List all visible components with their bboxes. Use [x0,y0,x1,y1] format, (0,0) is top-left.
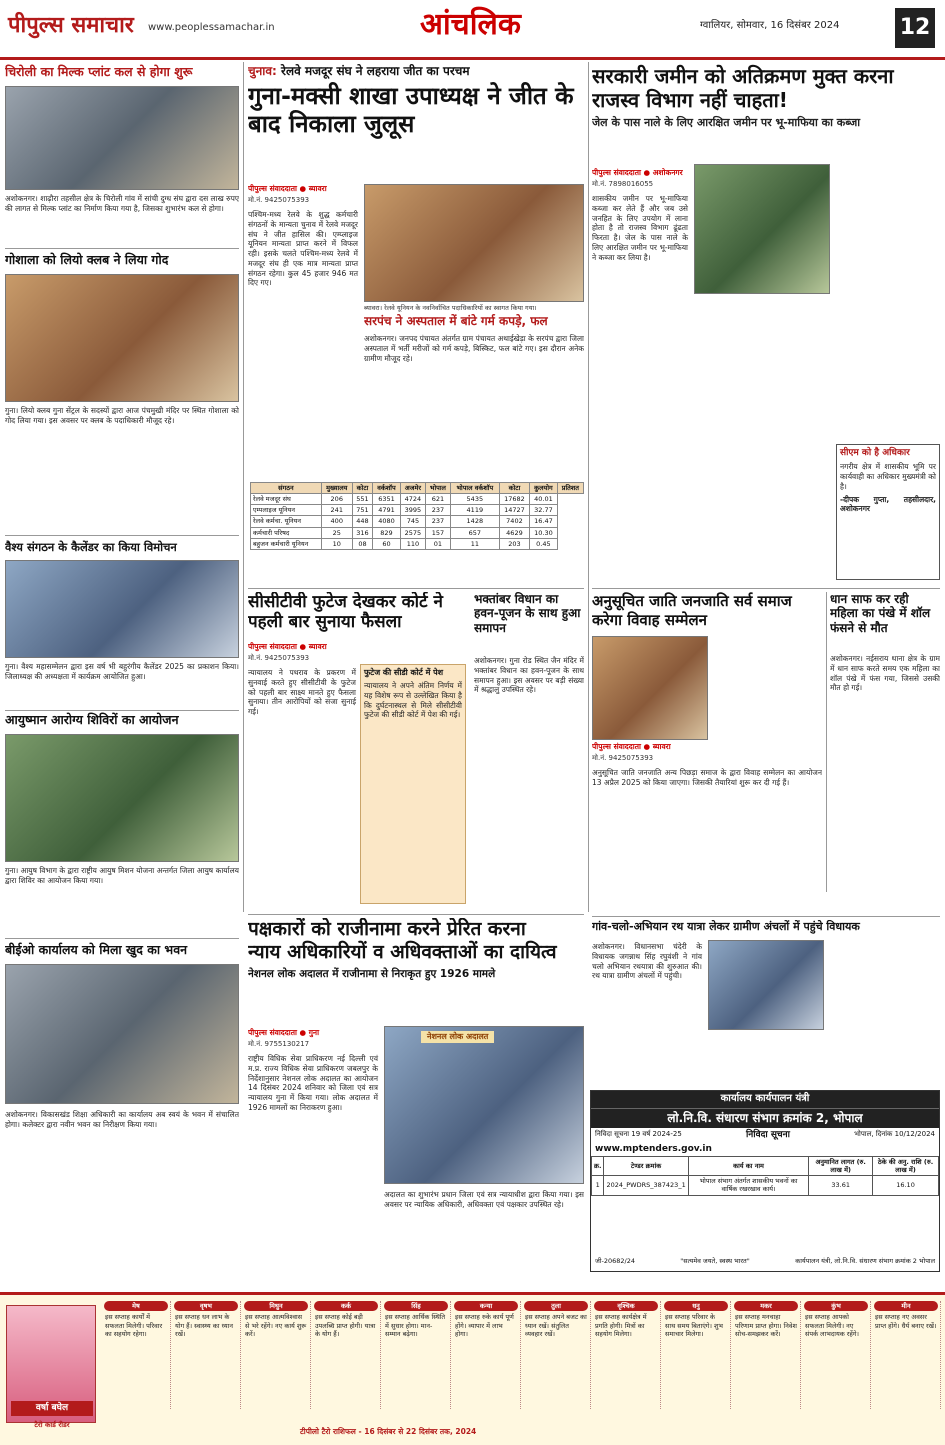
newspaper-logo: पीपुल्स समाचार [8,13,134,38]
table-row [251,516,584,527]
kicker-rest: रेलवे मजदूर संघ ने लहराया जीत का परचम [281,64,470,78]
vote-table [250,482,584,550]
divider [5,710,239,711]
horoscope-sign [102,1301,171,1409]
article-gaushala [5,252,239,520]
photo [592,636,708,740]
table-cell: 829 [373,527,401,538]
photo [384,1026,584,1184]
table-cell: 206 [321,494,352,505]
article-text: अनुसूचित जाति जनजाति अन्य पिछड़ा समाज के द्वारा विवाह सम्मेलन का आयोजन 13 अप्रैल 2025 को किया जाएगा। जिसकी तैयारियां शुरू कर दी गई हैं। [592,768,822,787]
table-cell: 16.10 [873,1176,939,1195]
horoscope-sign [382,1301,451,1409]
article-text: अशोकनगर। जनपद पंचायत अंतर्गत ग्राम पंचायत अथाईखेड़ा के सरपंच द्वारा जिला अस्पताल में भर्ती मरीजों को गर्म कपड़े, बिस्किट, फल बांटे गए। इस दौरान अनेक ग्रामीण मौजूद रहे। [364,334,584,363]
horoscope-sign [872,1301,941,1409]
article-lok-adalat [248,918,584,1288]
table-cell: रेलवे मजदूर संघ [251,494,322,505]
tender-site[interactable]: www.mptenders.gov.in [595,1143,712,1154]
note-title: सीएम को है अधिकार [840,448,910,458]
divider [5,938,239,939]
headline-line-2: न्याय अधिकारियों व अधिवक्ताओं का दायित्व [248,940,557,963]
tender-footer-left: जी-20682/24 [595,1256,635,1265]
sign-name: मेष [104,1301,168,1311]
sign-name: तुला [524,1301,588,1311]
kicker: चुनाव: [248,64,277,78]
headline: भक्तांबर विधान का हवन-पूजन के साथ हुआ समापन [474,592,581,635]
table-header: कोटा [499,483,529,494]
table-cell: रेलवे कर्मचा. यूनियन [251,516,322,527]
article-land-encroachment [592,64,940,584]
byline: पीपुल्स संवाददाता ● गुना [248,1028,320,1037]
table-row [251,494,584,505]
sign-name: धनु [664,1301,728,1311]
horoscope-sign [522,1301,591,1409]
table-header: अजमेर [400,483,425,494]
sign-name: वृषभ [174,1301,238,1311]
table-cell: भोपाल संभाग अंतर्गत शासकीय भवनों का वार्षिक रखरखाव कार्य। [688,1176,809,1195]
sign-text: इस सप्ताह कार्यक्षेत्र में प्रगति होगी। मित्रों का सहयोग मिलेगा। [595,1313,647,1338]
article-sarpanch [364,314,584,474]
table-row [251,527,584,538]
article-calendar [5,540,239,705]
headline: सीसीटीवी फुटेज देखकर कोर्ट ने पहली बार सुनाया फैसला [248,592,443,633]
table-cell: कर्मचारी परिषद [251,527,322,538]
photo [5,734,239,862]
headline: गोशाला को लियो क्लब ने लिया गोद [5,252,169,267]
divider [248,914,584,915]
table-cell: 1428 [450,516,499,527]
table-header: भोपाल वर्कशॉप [450,483,499,494]
headline: आयुष्मान आरोग्य शिविरों का आयोजन [5,712,179,727]
horoscope-strip [0,1292,945,1445]
tender-table [591,1156,939,1196]
table-cell: 448 [352,516,372,527]
table-cell: 751 [352,505,372,516]
divider [5,535,239,536]
mobile-number: मो.नं. 9425075393 [248,654,310,662]
article-text-2: अदालत का शुभारंभ प्रधान जिला एवं सत्र न्यायाधीश द्वारा किया गया। इस अवसर पर न्यायिक अधिकारी, अधिवक्ता एवं पक्षकार उपस्थित रहे। [384,1190,584,1209]
website-url[interactable]: www.peoplessamachar.in [148,22,275,33]
byline: पीपुल्स संवाददाता ● ब्यावरा [248,184,327,193]
divider [592,588,940,589]
article-text: न्यायालय ने पथराव के प्रकरण में सुनवाई करते हुए सीसीटीवी के फुटेज को पहली बार साक्ष्य मानते हुए फैसला सुनाया। तीन आरोपियों को सजा सुनाई गई। [248,668,356,716]
table-cell: 203 [499,538,529,549]
subheadline: जेल के पास नाले के लिए आरक्षित जमीन पर भू-माफिया का कब्जा [592,116,861,129]
tender-office: कार्यालय कार्यपालन यंत्री [591,1091,939,1108]
tender-ref: निविदा सूचना 19 वर्ष 2024-25 [595,1129,682,1138]
article-text: गुना। लियो क्लब गुना सेंट्रल के सदस्यों द्वारा आज पंचमुखी मंदिर पर स्थित गोशाला को गोद लिया गया। इस अवसर पर क्लब के पदाधिकारी मौजूद रहे। [5,406,239,425]
headline: अनुसूचित जाति जनजाति सर्व समाज करेगा विवाह सम्मेलन [592,592,792,629]
headline: चिरोली का मिल्क प्लांट कल से होगा शुरू [5,64,193,79]
tender-footer-right: कार्यपालन यंत्री, लो.नि.वि. संधारण संभाग क्रमांक 2 भोपाल [795,1256,935,1265]
astrologer-photo [6,1305,96,1430]
sign-text: इस सप्ताह आर्थिक स्थिति में सुधार होगा। मान-सम्मान बढ़ेगा। [385,1313,446,1338]
horoscope-sign [592,1301,661,1409]
table-header: वर्कशॉप [373,483,401,494]
mobile-number: मो.नं. 7898016055 [592,180,654,188]
sign-text: इस सप्ताह आत्मविश्वास से भरे रहेंगे। नए कार्य शुरू करें। [245,1313,307,1338]
table-row [251,538,584,549]
table-header: टेण्डर क्रमांक [604,1157,688,1176]
table-cell: 60 [373,538,401,549]
article-text: अशोकनगर। विकासखंड शिक्षा अधिकारी का कार्यालय अब स्वयं के भवन में संचालित होगा। कलेक्टर द्वारा नवीन भवन का निरीक्षण किया गया। [5,1110,239,1129]
divider [5,248,239,249]
article-text: गुना। आयुष विभाग के द्वारा राष्ट्रीय आयुष मिशन योजना अन्तर्गत जिला आयुष कार्यालय द्वारा शिविर का आयोजन किया गया। [5,866,239,885]
section-title: आंचलिक [420,7,521,42]
table-cell: 2575 [400,527,425,538]
note-text: नगरीय क्षेत्र में शासकीय भूमि पर कार्यवाही का अधिकार मुख्यमंत्री को है। [840,462,936,491]
cartoon-illustration [694,164,830,294]
article-text: अशोकनगर। विधानसभा चंदेरी के विधायक जगन्नाथ सिंह रघुवंशी ने गांव चलो अभियान रथयात्रा की शुरुआत की। रथ यात्रा ग्रामीण अंचलों में पहुंची। [592,942,702,981]
horoscope-sign [662,1301,731,1409]
table-cell: 400 [321,516,352,527]
table-header: कुलयोग [530,483,558,494]
table-cell: 25 [321,527,352,538]
note-author: -दीपक गुप्ता, तहसीलदार, अशोकनगर [840,494,936,514]
photo-banner: नेशनल लोक अदालत [421,1031,494,1043]
tender-label: निविदा सूचना [745,1129,790,1140]
mobile-number: मो.नं. 9425075393 [592,754,654,762]
article-bhaktambar [474,592,584,912]
sign-text: इस सप्ताह कार्यों में सफलता मिलेगी। परिवार का सहयोग रहेगा। [105,1313,163,1338]
table-cell: बहुजन कर्मचारी यूनियन [251,538,322,549]
table-cell: एम्पलाइज यूनियन [251,505,322,516]
sign-text: इस सप्ताह कोई बड़ी उपलब्धि प्राप्त होगी। यात्रा के योग हैं। [315,1313,376,1338]
table-cell: 3995 [400,505,425,516]
photo [5,560,239,658]
table-header: संगठन [251,483,322,494]
table-cell: 14727 [499,505,529,516]
horoscope-sign [172,1301,241,1409]
table-cell: 10 [321,538,352,549]
table-cell: 4119 [450,505,499,516]
mobile-number: मो.नं. 9755130217 [248,1040,310,1048]
table-cell: 6351 [373,494,401,505]
sidebar-box [360,664,466,904]
table-cell: 237 [426,516,451,527]
tender-footer-mid: "सत्यमेव जयते, स्वस्थ भारत" [680,1256,750,1265]
photo-caption: ब्यावरा। रेलवे यूनियन के नवनिर्वाचित पदाधिकारियों का स्वागत किया गया। [364,304,537,312]
table-header: भोपाल [426,483,451,494]
horoscope-sign [732,1301,801,1409]
headline: गुना-मक्सी शाखा उपाध्यक्ष ने जीत के बाद निकाला जुलूस [248,82,574,138]
photo [5,274,239,402]
byline: पीपुल्स संवाददाता ● अशोकनगर [592,168,683,177]
divider [592,916,940,917]
headline-line-1: पक्षकारों को राजीनामा करने प्रेरित करना [248,918,526,940]
table-cell: 657 [450,527,499,538]
article-cctv [248,592,468,912]
box-text: न्यायालय ने अपने अंतिम निर्णय में यह विशेष रूप से उल्लेखित किया है कि दुर्घटनास्थल से मिले सीसीटीवी फुटेज की सीडी कोर्ट में पेश की गई। [364,681,462,720]
sign-name: मिथुन [244,1301,308,1311]
page-number: 12 [895,8,935,48]
table-cell: 01 [426,538,451,549]
table-cell: 745 [400,516,425,527]
table-cell: 33.61 [809,1176,873,1195]
sign-name: कन्या [454,1301,518,1311]
note-box [836,444,940,580]
article-text: गुना। वैश्य महासम्मेलन द्वारा इस वर्ष भी बहुरंगीय कैलेंडर 2025 का प्रकाशन किया। जिलाध्यक्ष की अध्यक्षता में कार्यक्रम आयोजित हुआ। [5,662,239,681]
article-dhaan [830,592,940,892]
headline: बीईओ कार्यालय को मिला खुद का भवन [5,942,188,957]
table-cell: 2024_PWDRS_387423_1 [604,1176,688,1195]
table-header: मुख्यालय [321,483,352,494]
photo [5,964,239,1104]
photo [708,940,824,1030]
column-divider [243,62,244,912]
table-header: क्र. [592,1157,604,1176]
table-cell: 5435 [450,494,499,505]
headline: वैश्य संगठन के कैलेंडर का किया विमोचन [5,540,177,554]
subheadline: नेशनल लोक अदालत में राजीनामा से निराकृत हुए 1926 मामले [248,967,496,980]
headline: धान साफ कर रही महिला का पंखे में शॉल फंसने से मौत [830,592,931,635]
box-title: फुटेज की सीडी कोर्ट में पेश [364,668,444,677]
article-wedding [592,592,822,892]
table-cell: 237 [426,505,451,516]
table-cell: 40.01 [530,494,558,505]
table-cell: 0.45 [530,538,558,549]
headline: गांव-चलो-अभियान रथ यात्रा लेकर ग्रामीण अंचलों में पहुंचे विधायक [592,920,860,933]
table-cell: 110 [400,538,425,549]
horoscope-sign [312,1301,381,1409]
mobile-number: मो.नं. 9425075393 [248,196,310,204]
sign-text: इस सप्ताह परिवार के साथ समय बिताएंगे। शुभ समाचार मिलेगा। [665,1313,723,1338]
column-divider [588,62,589,912]
table-cell: 08 [352,538,372,549]
table-cell: 4080 [373,516,401,527]
table-cell: 316 [352,527,372,538]
table-header: अनुमानित लागत (रु. लाख में) [809,1157,873,1176]
astrologer-name: वर्षा बघेल [11,1401,93,1416]
sign-text: इस सप्ताह मनचाहा परिणाम प्राप्त होगा। निवेश सोच-समझकर करें। [735,1313,797,1338]
article-text: राष्ट्रीय विधिक सेवा प्राधिकरण नई दिल्ली एवं म.प्र. राज्य विधिक सेवा प्राधिकरण जबलपुर के निर्देशानुसार नेशनल लोक अदालत का आयोजन 14 दिसंबर 2024 शनिवार को जिला एवं सत्र न्यायालय गुना में किया गया। लोक अदालत में 1926 मामलों का निराकरण हुआ। [248,1054,378,1112]
table-cell: 551 [352,494,372,505]
table-cell: 16.47 [530,516,558,527]
article-beo [5,942,239,1287]
table-cell: 17682 [499,494,529,505]
table-cell: 241 [321,505,352,516]
tender-division: लो.नि.वि. संधारण संभाग क्रमांक 2, भोपाल [591,1108,939,1128]
sign-name: कर्क [314,1301,378,1311]
sign-name: कुंभ [804,1301,868,1311]
article-text: अशोकनगर। शाढ़ौरा तहसील क्षेत्र के चिरोली गांव में सांची दुग्ध संघ द्वारा दस लाख रुपए की लागत से मिल्क प्लांट का निर्माण किया गया है, जिसका शुभारंभ कल से होगा। [5,194,239,213]
table-header: प्रतिशत [557,483,583,494]
table-row [251,505,584,516]
article-text: पश्चिम-मध्य रेलवे के शुद्ध कर्मचारी संगठनों के मान्यता चुनाव में रेलवे मजदूर संघ ने जीत हासिल की। एम्प्लाइज यूनियन मान्यता प्राप्त करने में विफल रही। इसके चलते पश्चिम-मध्य रेलवे में मजदूर संघ ही एक मात्र मान्यता प्राप्त संगठन रहेगा। कुल 45 हजार 946 मत दिए गए। [248,210,358,288]
masthead [0,0,945,60]
table-cell: 1 [592,1176,604,1195]
sign-text: इस सप्ताह धन लाभ के योग हैं। स्वास्थ्य का ध्यान रखें। [175,1313,233,1338]
photo [5,86,239,190]
table-cell: 4724 [400,494,425,505]
table-cell: 10.30 [530,527,558,538]
sign-name: सिंह [384,1301,448,1311]
table-cell: 157 [426,527,451,538]
horoscope-sign [802,1301,871,1409]
article-text: अशोकनगर। नईसराय थाना क्षेत्र के ग्राम में धान साफ करते समय एक महिला का शॉल पंखे में फंस गया, जिससे उसकी मौत हो गई। [830,654,940,693]
sign-text: इस सप्ताह रुके कार्य पूर्ण होंगे। व्यापार में लाभ होगा। [455,1313,514,1338]
divider [248,588,584,589]
horoscope-sign [242,1301,311,1409]
sign-name: वृश्चिक [594,1301,658,1311]
byline: पीपुल्स संवाददाता ● ब्यावरा [592,742,671,751]
tender-date: भोपाल, दिनांक 10/12/2024 [854,1129,935,1138]
tender-notice [590,1090,940,1272]
byline: पीपुल्स संवाददाता ● ब्यावरा [248,642,327,651]
table-header: कोटा [352,483,372,494]
article-text: शासकीय जमीन पर भू-माफिया कब्जा कर लेते हैं और जब उसे जनहित के लिए उपयोग में लाना होता है तो राजस्व विभाग ढूंढता फिरता है। जेल के पास नाले के लिए आरक्षित जमीन पर भू-माफिया ने कब्जा कर लिया है। [592,194,688,262]
article-milk-plant [5,64,239,244]
headline: सरकारी जमीन को अतिक्रमण मुक्त करना राजस्व विभाग नहीं चाहता! [592,64,894,112]
table-cell: 4629 [499,527,529,538]
table-cell: 11 [450,538,499,549]
article-text: अशोकनगर। गुना रोड स्थित जैन मंदिर में भक्तांबर विधान का हवन-पूजन के साथ समापन हुआ। इस अवसर पर बड़ी संख्या में श्रद्धालु उपस्थित रहे। [474,656,584,695]
table-header: ठेके की अनु. राशि (रु. लाख में) [873,1157,939,1176]
sign-text: इस सप्ताह आपको सफलता मिलेगी। नए संपर्क लाभदायक रहेंगे। [805,1313,860,1338]
table-cell: 7402 [499,516,529,527]
sign-text: इस सप्ताह नए अवसर प्राप्त होंगे। धैर्य बनाए रखें। [875,1313,937,1330]
table-row [592,1176,939,1195]
horoscope-footer: टीपीलो टैरो राशिफल - 16 दिसंबर से 22 दिसंबर तक, 2024 [300,1427,477,1436]
sign-name: मीन [874,1301,938,1311]
photo [364,184,584,302]
column-divider [826,592,827,892]
sign-name: मकर [734,1301,798,1311]
table-cell: 4791 [373,505,401,516]
table-cell: 32.77 [530,505,558,516]
table-header: कार्य का नाम [688,1157,809,1176]
horoscope-sign [452,1301,521,1409]
article-gaon-chalo [592,920,940,1085]
table-cell: 621 [426,494,451,505]
sign-text: इस सप्ताह अपने बजट का ध्यान रखें। संतुलित व्यवहार रखें। [525,1313,587,1338]
headline: सरपंच ने अस्पताल में बांटे गर्म कपड़े, फल [364,314,548,328]
astrologer-title: टैरो कार्ड रीडर [34,1421,70,1430]
dateline: ग्वालियर, सोमवार, 16 दिसंबर 2024 [700,20,840,31]
article-ayushman [5,712,239,934]
